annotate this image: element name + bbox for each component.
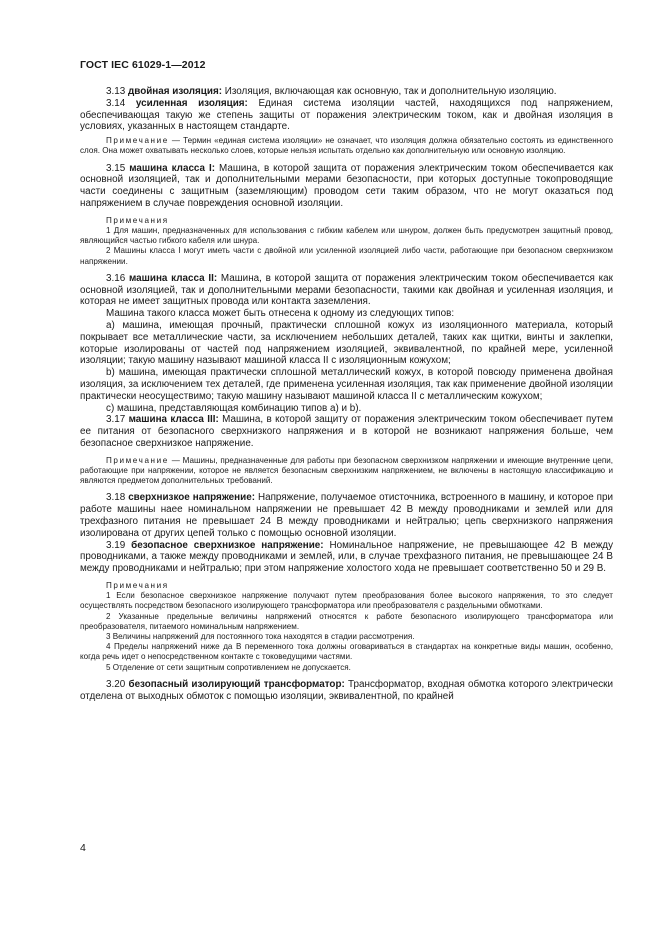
clause-number: 3.15 xyxy=(106,162,126,174)
clause-term: машина класса III: xyxy=(128,414,219,426)
clause-3-14 xyxy=(80,98,613,133)
clause-number: 3.17 xyxy=(106,414,126,426)
note-item: 3 Величины напряжений для постоянного тока находятся в стадии рассмотрения. xyxy=(106,631,415,641)
note-3-14 xyxy=(80,136,613,156)
clause-text: Изоляция, включающая как основную, так и дополнительную изоляцию. xyxy=(224,86,557,97)
note-item: 1 Если безопасное сверхнизкое напряжение получают путем преобразования более высокого напряжения, то это следует осуществлять посредством безопасного изолирующего трансформатора или преобразователя с раздельными обмотками. xyxy=(80,591,613,611)
note-item: 1 Для машин, предназначенных для использования с гибким кабелем или шнуром, должен быть предусмотрен защитный провод, являющийся частью гибкого кабеля или шнура. xyxy=(80,225,613,246)
clause-number: 3.20 xyxy=(106,678,126,690)
clause-term: сверхнизкое напряжение: xyxy=(128,492,255,504)
clause-term: безопасное сверхнизкое напряжение: xyxy=(131,539,324,551)
clause-3-17 xyxy=(80,414,613,449)
clause-3-20 xyxy=(80,679,613,703)
clause-term: машина класса I: xyxy=(129,162,216,174)
note-label: Примечания xyxy=(106,215,169,225)
list-item-a: а) машина, имеющая прочный, практически сплошной кожух из изоляционного материала, который покрывает все металлические части, за исключением небольших деталей, таких как щитки, винты и заклепки, которые изолированы от частей под напряжением изоляцией, эквивалентной, по крайней мере, усиленной изоляции; такую машину называют машиной класса II с изоляционным кожухом; xyxy=(80,319,613,367)
clause-number: 3.13 xyxy=(106,86,126,97)
note-text: — Термин «единая система изоляции» не означает, что изоляция должна обязательно состоять из единственного слоя. Она может охватывать несколько слоев, которые нельзя испытать отдельно как дополнительную или основную изоляцию. xyxy=(80,136,614,156)
note-3-17 xyxy=(80,456,613,487)
note-text: — Машины, предназначенные для работы при безопасном сверхнизком напряжении и имеющие внутренние цепи, работающие при напряжении, которое не является безопасным сверхнизким напряжением, не включены в настоящую классификацию и являются предметом дополнительных требований. xyxy=(80,455,613,486)
note-item: 2 Указанные предельные величины напряжений относятся к работе безопасного изолирующего трансформатора или преобразователя, питаемого номинальным напряжением. xyxy=(80,611,613,631)
clause-text: Машина, в которой защиту от поражения электрическим током обеспечивает путем ее питания от безопасного сверхнизкого напряжения и в которой не возникают напряжения больше, чем безопасное сверхнизкое напряжение. xyxy=(80,414,613,449)
list-intro: Машина такого класса может быть отнесена к одному из следующих типов: xyxy=(106,308,455,320)
clause-3-18 xyxy=(80,492,613,539)
clause-3-15 xyxy=(80,163,613,210)
clause-text: Машина, в которой защита от поражения электрическим током обеспечивается как основной изоляцией, так и дополнительными мерами безопасности, такими как двойная и усиленная изоляция, и которая не имеет защитных провода или контакта заземления. xyxy=(80,272,613,308)
clause-number: 3.16 xyxy=(106,272,126,284)
page-number: 4 xyxy=(80,842,86,854)
note-label: Примечание xyxy=(106,455,169,465)
list-item-c: с) машина, представляющая комбинацию типов а) и b). xyxy=(106,402,362,414)
clause-term: усиленная изоляция: xyxy=(135,97,248,109)
clause-text: Трансформатор, входная обмотка которого электрически отделена от выходных обмоток с помощью изоляции, эквивалентной, по крайней xyxy=(80,678,613,702)
notes-label-3-19 xyxy=(80,581,613,591)
clause-term: двойная изоляция: xyxy=(127,86,223,97)
clause-number: 3.19 xyxy=(106,539,126,551)
list-item-b: b) машина, имеющая практически сплошной металлический кожух, в которой повсюду применена двойная изоляция, за исключением тех деталей, где применена усиленная изоляция, так как применение двойной изоляции практически неосуществимо; такую машину называют машиной класса II с металлическим кожухом; xyxy=(80,367,613,402)
note-item: 5 Отделение от сети защитным сопротивлением не допускается. xyxy=(106,662,351,672)
note-item: 4 Пределы напряжений ниже да В переменного тока должны оговариваться в стандартах на конкретные виды машин, особенно, когда речь идет о непосредственном контакте с токоведущими частями. xyxy=(80,642,613,662)
note-label: Примечания xyxy=(106,580,169,590)
clause-text: Машина, в которой защита от поражения электрическим током обеспечивается как основной изоляцией, так и дополнительными мерами безопасности, при которых доступные токопроводящие части соединены с защитным (заземляющим) проводом сети таким образом, что не могут оказаться под напряжением в случае повреждения основной изоляции. xyxy=(80,162,614,209)
document-body xyxy=(80,86,613,702)
clause-term: безопасный изолирующий трансформатор: xyxy=(128,678,345,690)
document-header: ГОСТ IEC 61029-1—2012 xyxy=(80,59,206,71)
clause-3-13 xyxy=(80,86,613,98)
clause-term: машина класса II: xyxy=(129,272,218,284)
clause-text: Напряжение, получаемое отисточника, встроенного в машину, и которое при работе машины наее номинальном напряжении не превышает 42 В между проводниками и землей или для трехфазного питания не превышает 24 В между проводниками и нейтралью; цепь сверхнизкого напряжения изолирована от других цепей только с помощью основной изоляции. xyxy=(80,492,613,539)
clause-text: Единая система изоляции частей, находящихся под напряжением, обеспечивающая такую же степень защиты от поражения электрическим током, как и двойная изоляция в условиях, указанных в настоящем стандарте. xyxy=(80,97,614,133)
note-label: Примечание xyxy=(106,136,169,146)
note-item: 2 Машины класса I могут иметь части с двойной или усиленной изоляцией либо части, работающие при безопасном сверхнизком напряжении. xyxy=(80,246,613,266)
clause-3-19 xyxy=(80,540,613,575)
clause-3-16 xyxy=(80,273,613,308)
clause-number: 3.18 xyxy=(106,492,126,504)
notes-label-3-15 xyxy=(80,216,613,226)
clause-text: Номинальное напряжение, не превышающее 42 В между проводниками, а также между проводниками и землей, или, в случае трехфазного питания, не превышающее 24 В между проводниками и нейтралью; при этом напряжение холостого хода не превышает соответственно 50 и 29 В. xyxy=(80,539,614,575)
clause-number: 3.14 xyxy=(106,97,126,109)
